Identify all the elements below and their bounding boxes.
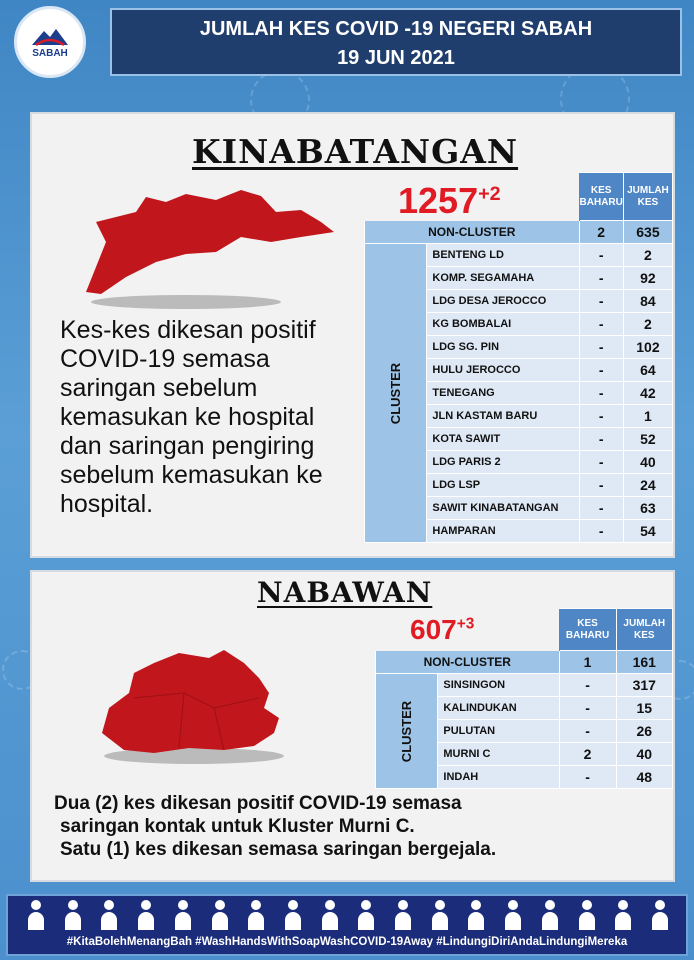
kinabatangan-panel [30,112,675,558]
frontliner-figures [28,900,668,932]
kinabatangan-table [364,172,673,543]
district-title: KINABATANGAN [192,132,519,171]
increase-badge: +2 [478,183,501,205]
table-row: HAMPARAN - 54 [365,520,673,543]
increase-badge: +3 [456,615,475,633]
table-row: LDG LSP - 24 [365,474,673,497]
table-row: INDAH - 48 [376,766,673,789]
table-row: TENEGANG - 42 [365,382,673,405]
table-row: HULU JEROCCO - 64 [365,359,673,382]
person-icon [432,900,448,930]
nabawan-description: Dua (2) kes dikesan positif COVID-19 semasa saringan kontak untuk Kluster Murni C. Satu (1) kes dikesan semasa saringan bergejala. [54,793,497,860]
cluster-side-label: CLUSTER [376,674,438,789]
nabawan-map-icon [94,638,294,768]
person-icon [322,900,338,930]
table-row: CLUSTER SINSINGON - 317 [376,674,673,697]
table-row: NON-CLUSTER 2 635 [365,221,673,244]
person-icon [615,900,631,930]
table-row: MURNI C 2 40 [376,743,673,766]
person-icon [175,900,191,930]
person-icon [505,900,521,930]
nabawan-panel [30,570,675,882]
table-row: KALINDUKAN - 15 [376,697,673,720]
person-icon [579,900,595,930]
header-new-cases: KES BAHARU [559,609,616,651]
person-icon [65,900,81,930]
table-row: CLUSTER BENTENG LD - 2 [365,244,673,267]
table-row: LDG PARIS 2 - 40 [365,451,673,474]
logo-text: SABAH [32,48,68,59]
total-cases: $1257^{+2}$ [398,180,501,221]
total-cases: $607^{+3}$ [410,614,475,645]
table-row: SAWIT KINABATANGAN - 63 [365,497,673,520]
person-icon [285,900,301,930]
district-title: NABAWAN [257,576,433,609]
person-icon [542,900,558,930]
person-icon [28,900,44,930]
table-row: NON-CLUSTER 1 161 [376,651,673,674]
table-row: KOTA SAWIT - 52 [365,428,673,451]
table-row: LDG DESA JEROCCO - 84 [365,290,673,313]
person-icon [652,900,668,930]
person-icon [101,900,117,930]
person-icon [358,900,374,930]
cluster-side-label: CLUSTER [365,244,427,543]
header-total-cases: JUMLAH KES [616,609,672,651]
kinabatangan-description: Kes-kes dikesan positif COVID-19 semasa saringan sebelum kemasukan ke hospital dan saringan pengiring sebelum kemasukan ke hospital. [60,316,323,518]
sabah-logo [14,6,86,78]
header-total-cases: JUMLAH KES [623,173,672,221]
person-icon [395,900,411,930]
nabawan-table [375,608,673,789]
kinabatangan-map-icon [66,182,336,312]
person-icon [212,900,228,930]
header-new-cases: KES BAHARU [579,173,623,221]
mountain-logo-icon [30,25,70,47]
title-date: 19 JUN 2021 [337,47,455,69]
table-row: KG BOMBALAI - 2 [365,313,673,336]
table-row: LDG SG. PIN - 102 [365,336,673,359]
hashtags: #KitaBolehMenangBah #WashHandsWithSoapWashCOVID-19Away #LindungiDiriAndaLindungiMereka [66,936,628,948]
person-icon [138,900,154,930]
table-row: PULUTAN - 26 [376,720,673,743]
footer-banner [6,894,688,956]
table-row: JLN KASTAM BARU - 1 [365,405,673,428]
person-icon [248,900,264,930]
page-title [110,8,682,76]
person-icon [468,900,484,930]
table-row: KOMP. SEGAMAHA - 92 [365,267,673,290]
title-line-1: JUMLAH KES COVID -19 NEGERI SABAH [199,18,593,40]
